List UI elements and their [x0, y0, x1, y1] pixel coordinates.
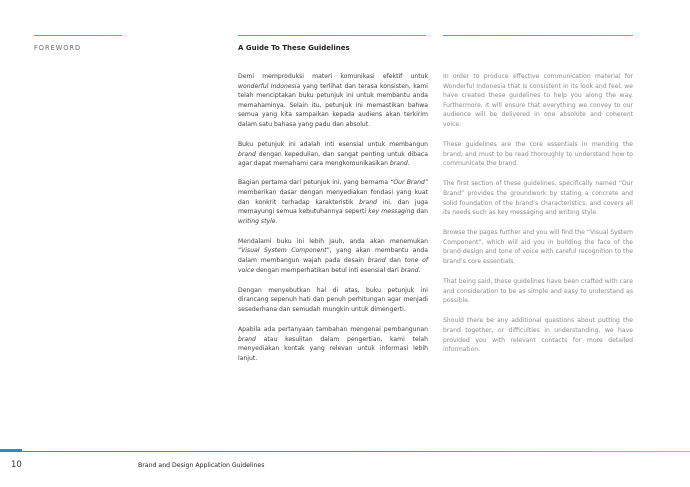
italic-term: Visual System Component — [241, 247, 327, 255]
italic-term: brand — [238, 335, 256, 343]
indonesian-text-column — [238, 72, 428, 374]
id-paragraph: Bagian pertama dari petunjuk ini, yang bernama “Our Brand” memberikan dasar dengan menyediakan fondasi yang kuat dan konkrit terhadap karakteristik brand ini, dan juga memayungi semua kebutuhannya seperti key messaging dan writing style. — [238, 179, 428, 225]
page-number: 10 — [11, 460, 22, 470]
en-paragraph: These guidelines are the core essentials in mending the brand, and must to be read thoroughly to understand how to communicate the brand. — [443, 141, 633, 168]
en-paragraph: Should there be any additional questions about putting the brand together, or difficulties in understanding, we have provided you with relevant contacts for more detailed information. — [443, 317, 633, 354]
id-paragraph: Mendalami buku ini lebih jauh, anda akan menemukan “Visual System Component”, yang akan membantu anda dalam membangun wajah pada desain brand dan tone of voice dengan memperhatikan betul inti esensial dari brand. — [238, 237, 428, 274]
header-rule-middle — [238, 35, 426, 36]
italic-term: brand — [359, 198, 377, 206]
section-label: FOREWORD — [34, 44, 82, 52]
footer-title: Brand and Design Application Guidelines — [138, 462, 265, 469]
italic-term: key messaging — [368, 208, 415, 216]
en-paragraph: In order to produce effective communication material for Wonderful Indonesia that is consistent in its look and feel, we have created these guidelines to help you along the way. Furthermore, it will ensure that everything we convey to our audience will be delivered in one absolute and coherent voice. — [443, 73, 633, 128]
italic-term: brand. — [400, 266, 421, 274]
header-rule-left — [34, 35, 122, 36]
header-rule-right — [443, 35, 633, 36]
english-text-column — [443, 72, 633, 365]
italic-term: brand — [238, 150, 256, 158]
id-paragraph: Buku petunjuk ini adalah inti esensial untuk membangun brand dengan kepedulian, dan sangat penting untuk dibaca agar dapat memahami cara mengkomunikasikan brand. — [238, 141, 428, 168]
en-paragraph: The first section of these guidelines, specifically named “Our Brand” provides the groundwork by stating a concrete and solid foundation of the brand’s characteristics, and covers all its needs such as key messaging and writing style. — [443, 180, 633, 217]
italic-term: brand — [367, 257, 386, 264]
italic-term: wonderful Indonesia — [238, 82, 301, 90]
en-paragraph: That being said, these guidelines have been crafted with care and consideration to be as simple and easy to understand as possible. — [443, 278, 633, 305]
italic-term: writing style. — [238, 217, 278, 225]
en-paragraph: Browse the pages further and you will find the “Visual System Component”, which will aid you in building the face of the brand design and tone of voice with careful recognition to the brand’s core essentials. — [443, 229, 633, 265]
id-paragraph: Apabila ada pertanyaan tambahan mengenai pembangunan brand atau kesulitan dalam pengertian, kami telah menyediakan kontak yang relevan untuk informasi lebih lanjut. — [238, 325, 428, 362]
italic-term: tone of voice — [238, 257, 428, 274]
italic-term: brand. — [389, 160, 410, 168]
id-paragraph: Dengan menyebutkan hal di atas, buku petunjuk ini dirancang sepenuh hati dan penuh perhitungan agar menjadi sesederhana dan semudah mungkin untuk dimengerti. — [238, 286, 428, 313]
guide-title: A Guide To These Guidelines — [238, 44, 350, 52]
italic-term: “Our Brand” — [390, 179, 428, 187]
id-paragraph: Demi memproduksi materi komunikasi efektif untuk wonderful Indonesia yang terlihat dan terasa konsisten, kami telah menciptakan buku petunjuk ini untuk membantu anda memahaminya. Selain itu, petunjuk ini memastikan bahwa semua yang kita sampaikan kepada audiens akan terkirim dalam satu bahasa yang padu dan absolut. — [238, 73, 428, 128]
footer-rule — [0, 451, 690, 452]
